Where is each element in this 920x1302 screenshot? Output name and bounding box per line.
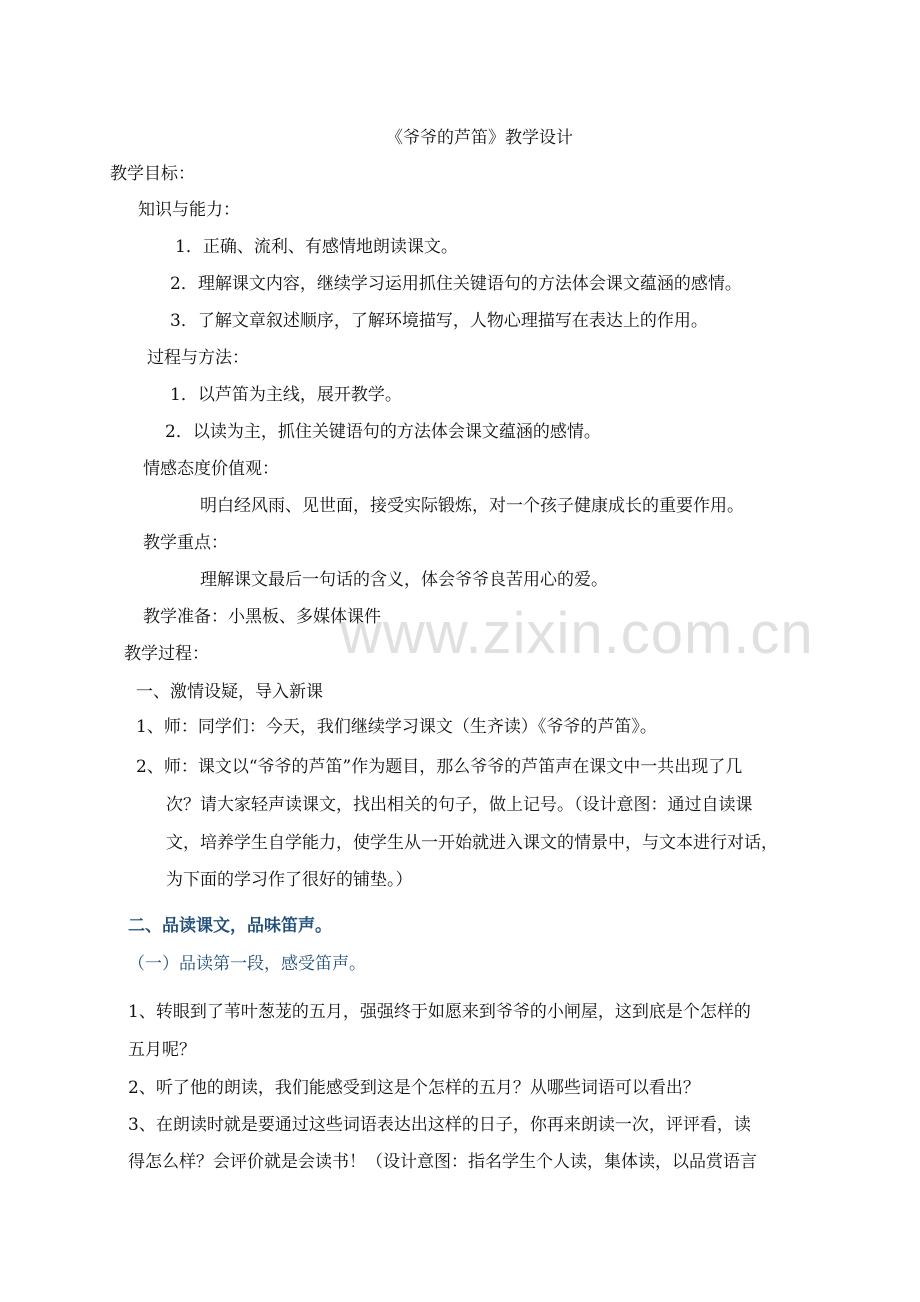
process-item-2: 2．以读为主，抓住关键语句的方法体会课文蕴涵的感情。 [165, 422, 601, 442]
section-1-heading: 一、激情设疑，导入新课 [136, 682, 323, 702]
section-1-item-1: 1、师：同学们：今天，我们继续学习课文（生齐读）《爷爷的芦笛》。 [136, 717, 657, 737]
knowledge-item-3: 3．了解文章叙述顺序，了解环境描写，人物心理描写在表达上的作用。 [170, 311, 708, 331]
question-2: 2、听了他的朗读，我们能感受到这是个怎样的五月？从哪些词语可以看出？ [128, 1078, 700, 1098]
key-text: 理解课文最后一句话的含义，体会爷爷良苦用心的爱。 [200, 570, 608, 590]
section-1-item-2-line-2: 次？请大家轻声读课文，找出相关的句子，做上记号。（设计意图：通过自读课 [166, 795, 753, 815]
goals-heading: 教学目标： [110, 164, 195, 184]
section-1-item-2-line-4: 为下面的学习作了很好的铺垫。） [166, 870, 413, 890]
knowledge-item-2: 2．理解课文内容，继续学习运用抓住关键语句的方法体会课文蕴涵的感情。 [170, 274, 742, 294]
knowledge-item-1: 1．正确、流利、有感情地朗读课文。 [175, 237, 458, 257]
section-1-item-2-line-3: 文，培养学生自学能力，使学生从一开始就进入课文的情景中，与文本进行对话， [166, 833, 778, 853]
document-title: 《爷爷的芦笛》教学设计 [386, 128, 573, 148]
watermark: www.zixin.com.cn [340, 601, 814, 666]
section-1-item-2-line-1: 2、师：课文以“爷爷的芦笛”作为题目，那么爷爷的芦笛声在课文中一共出现了几 [136, 757, 743, 777]
question-1-line-2: 五月呢？ [128, 1040, 196, 1060]
course-heading: 教学过程： [124, 644, 209, 664]
preparation-line: 教学准备：小黑板、多媒体课件 [143, 607, 381, 627]
section-2-heading: 二、品读课文，品味笛声。 [128, 916, 332, 936]
question-3-line-1: 3、在朗读时就是要通过这些词语表达出这样的日子，你再来朗读一次，评评看，读 [128, 1115, 751, 1135]
section-2-subheading: （一）品读第一段，感受笛声。 [128, 954, 366, 974]
knowledge-heading: 知识与能力： [138, 200, 240, 220]
emotion-heading: 情感态度价值观： [143, 459, 279, 479]
process-heading: 过程与方法： [147, 348, 249, 368]
emotion-text: 明白经风雨、见世面，接受实际锻炼，对一个孩子健康成长的重要作用。 [200, 496, 744, 516]
key-heading: 教学重点： [143, 533, 228, 553]
process-item-1: 1．以芦笛为主线，展开教学。 [170, 385, 402, 405]
question-1-line-1: 1、转眼到了苇叶葱茏的五月，强强终于如愿来到爷爷的小闸屋，这到底是个怎样的 [128, 1002, 751, 1022]
question-3-line-2: 得怎么样？会评价就是会读书！（设计意图：指名学生个人读，集体读，以品赏语言 [128, 1152, 757, 1172]
